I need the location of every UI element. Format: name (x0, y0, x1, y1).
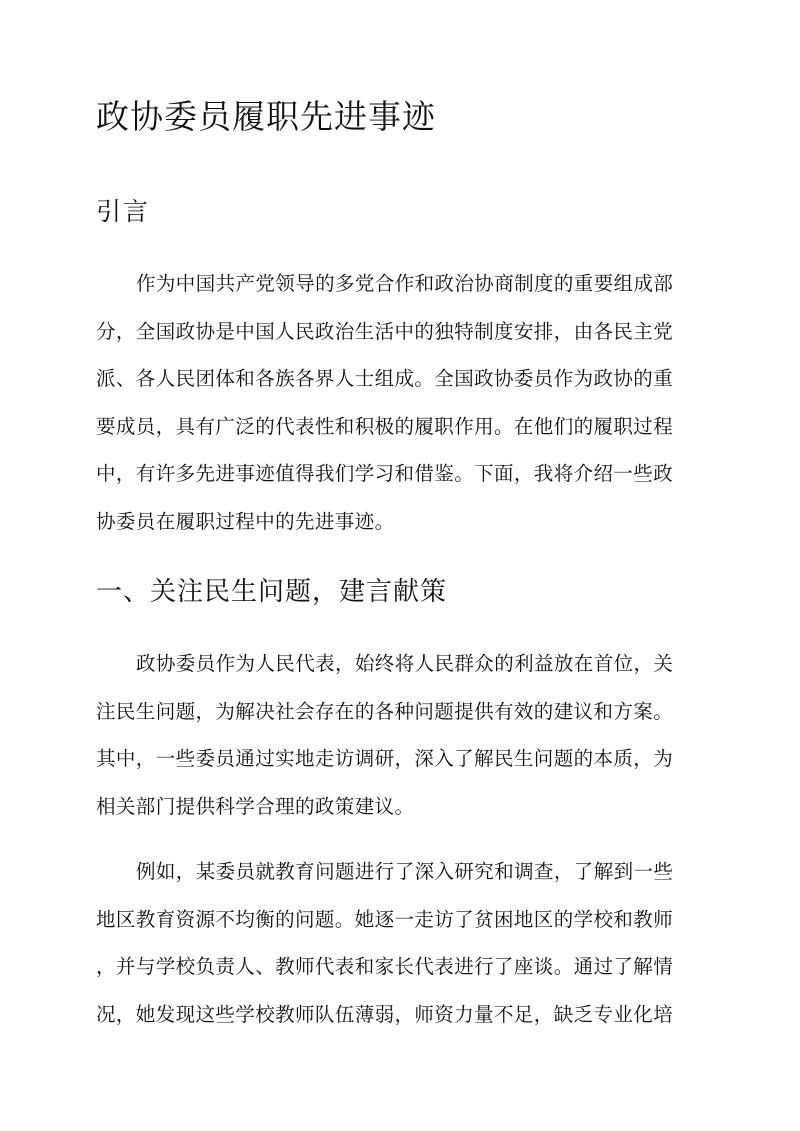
document-title: 政协委员履职先进事迹 (96, 97, 436, 136)
section-1-paragraph-2 (96, 848, 706, 1038)
text-line: ，并与学校负责人、教师代表和家长代表进行了座谈。通过了解情 (96, 955, 674, 979)
section-1-heading: 一、关注民生问题，建言献策 (96, 577, 448, 607)
intro-paragraph (96, 260, 706, 546)
text-line: 注民生问题，为解决社会存在的各种问题提供有效的建议和方案。 (96, 699, 674, 723)
text-line: 况，她发现这些学校教师队伍薄弱，师资力量不足，缺乏专业化培 (96, 1002, 674, 1026)
text-line: 中，有许多先进事迹值得我们学习和借鉴。下面，我将介绍一些政 (96, 462, 674, 486)
intro-heading: 引言 (96, 197, 151, 226)
text-line: 派、各人民团体和各族各界人士组成。全国政协委员作为政协的重 (96, 367, 674, 391)
text-line: 相关部门提供科学合理的政策建议。 (96, 794, 415, 818)
text-line: 协委员在履职过程中的先进事迹。 (96, 509, 395, 533)
text-line: 要成员，具有广泛的代表性和积极的履职作用。在他们的履职过程 (96, 414, 674, 438)
section-1-paragraph-1 (96, 640, 706, 830)
text-line: 分，全国政协是中国人民政治生活中的独特制度安排，由各民主党 (96, 319, 674, 343)
text-line: 例如，某委员就教育问题进行了深入研究和调查，了解到一些 (136, 860, 674, 883)
text-line: 作为中国共产党领导的多党合作和政治协商制度的重要组成部 (136, 272, 674, 295)
text-line: 政协委员作为人民代表，始终将人民群众的利益放在首位，关 (136, 652, 674, 675)
text-line: 其中，一些委员通过实地走访调研，深入了解民生问题的本质，为 (96, 747, 674, 771)
text-line: 地区教育资源不均衡的问题。她逐一走访了贫困地区的学校和教师 (96, 907, 674, 931)
